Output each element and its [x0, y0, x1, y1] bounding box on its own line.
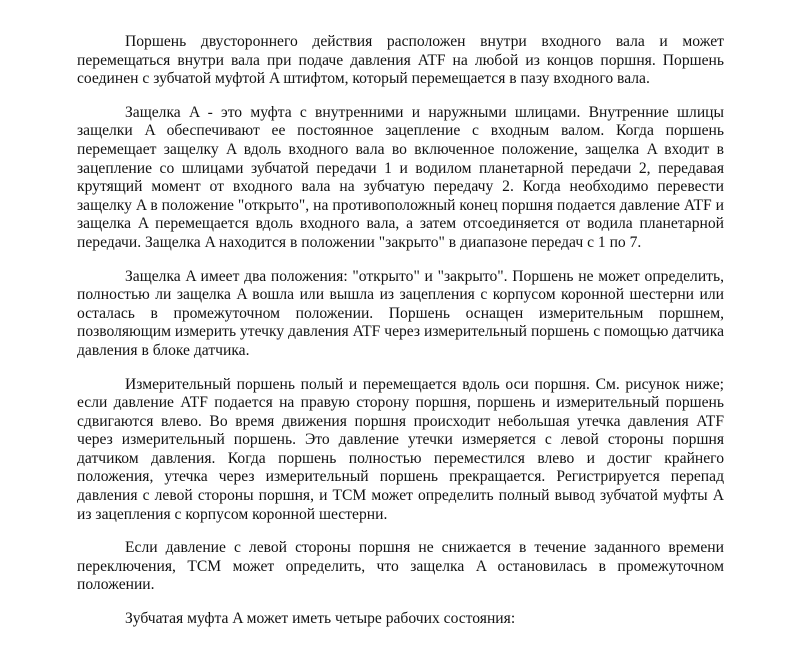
- paragraph-operating-states: Зубчатая муфта A может иметь четыре рабочих состояния:: [125, 610, 516, 628]
- document-page: [77, 33, 724, 644]
- paragraph-piston-description: Поршень двустороннего действия расположен внутри входного вала и может перемещаться внутри вала при подаче давления ATF на любой из концов поршня. Поршень соединен с зубчатой муфтой A штифтом, который перемещается в пазу входного вала.: [77, 33, 724, 88]
- paragraph-intermediate-position: Если давление с левой стороны поршня не снижается в течение заданного времени переключения, TCM может определить, что защелка A остановилась в промежуточном положении.: [77, 539, 724, 594]
- paragraph-latch-a-description: Защелка A - это муфта с внутренними и наружными шлицами. Внутренние шлицы защелки A обеспечивают ее постоянное зацепление с входным валом. Когда поршень перемещает защелку A вдоль входного вала во включенное положение, защелка A входит в зацепление со шлицами зубчатой передачи 1 и водилом планетарной передачи 2, передавая крутящий момент от входного вала на зубчатую передачу 2. Когда необходимо перевести защелку A в положение "открыто", на противоположный конец поршня подается давление ATF и защелка A перемещается вдоль входного вала, а затем отсоединяется от водила планетарной передачи. Защелка A находится в положении "закрыто" в диапазоне передач с 1 по 7.: [77, 103, 724, 251]
- paragraph-measuring-piston: Измерительный поршень полый и перемещается вдоль оси поршня. См. рисунок ниже; если давление ATF подается на правую сторону поршня, поршень и измерительный поршень сдвигаются влево. Во время движения поршня происходит небольшая утечка давления ATF через измерительный поршень. Это давление утечки измеряется с левой стороны поршня датчиком давления. Когда поршень полностью переместился влево и достиг крайнего положения, утечка через измерительный поршень прекращается. Регистрируется перепад давления с левой стороны поршня, и TCM может определить полный вывод зубчатой муфты A из зацепления с корпусом коронной шестерни.: [77, 375, 724, 523]
- paragraph-latch-a-positions: Защелка A имеет два положения: "открыто" и "закрыто". Поршень не может определить, полностью ли защелка A вошла или вышла из зацепления с корпусом коронной шестерни или осталась в промежуточном положении. Поршень оснащен измерительным поршнем, позволяющим измерить утечку давления ATF через измерительный поршень с помощью датчика давления в блоке датчика.: [77, 267, 724, 359]
